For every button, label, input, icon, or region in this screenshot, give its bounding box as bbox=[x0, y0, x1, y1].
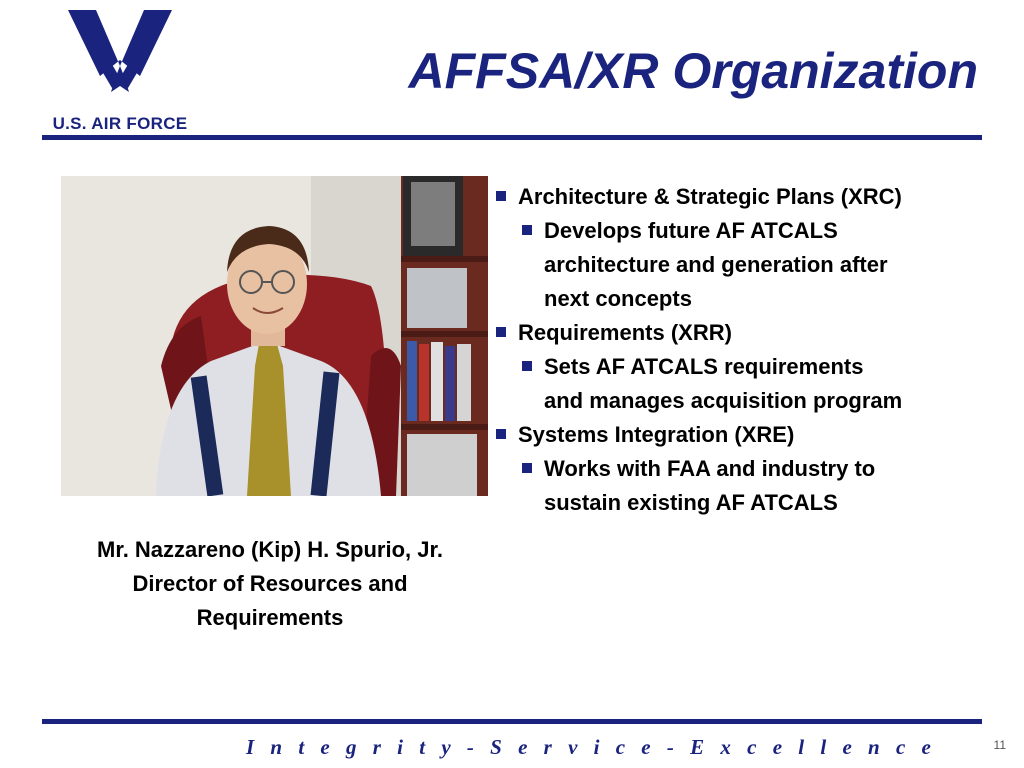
bullet-text: Systems Integration (XRE) bbox=[518, 422, 795, 447]
sub-bullet-line: Develops future AF ATCALS bbox=[544, 218, 838, 243]
bullet-list bbox=[492, 180, 1022, 520]
sub-bullet-line: Sets AF ATCALS requirements bbox=[544, 354, 864, 379]
square-bullet-icon bbox=[496, 327, 506, 337]
air-force-logo bbox=[40, 8, 200, 136]
bullet-text: Architecture & Strategic Plans (XRC) bbox=[518, 184, 902, 209]
square-bullet-icon bbox=[522, 225, 532, 235]
air-force-wings-icon bbox=[66, 8, 174, 106]
portrait-photo bbox=[61, 176, 488, 496]
page-number: 11 bbox=[993, 738, 1006, 752]
sub-bullet-item bbox=[492, 452, 1022, 520]
sub-bullet-line: next concepts bbox=[544, 286, 692, 311]
bullet-item-xrr bbox=[492, 316, 1022, 350]
sub-bullet-line: architecture and generation after bbox=[544, 252, 888, 277]
bullet-text: Requirements (XRR) bbox=[518, 320, 732, 345]
caption-title-line-1: Director of Resources and bbox=[132, 571, 408, 596]
logo-text: U.S. AIR FORCE bbox=[52, 114, 188, 133]
square-bullet-icon bbox=[522, 463, 532, 473]
square-bullet-icon bbox=[522, 361, 532, 371]
caption-title-line-2: Requirements bbox=[196, 605, 344, 630]
sub-bullet-item bbox=[492, 214, 1022, 316]
top-divider bbox=[42, 135, 982, 140]
bullet-item-xrc bbox=[492, 180, 1022, 214]
sub-bullet-line: and manages acquisition program bbox=[544, 388, 903, 413]
bullet-item-xre bbox=[492, 418, 1022, 452]
square-bullet-icon bbox=[496, 191, 506, 201]
square-bullet-icon bbox=[496, 429, 506, 439]
footer-motto: I n t e g r i t y - S e r v i c e - E x c e l l e n c e bbox=[246, 735, 937, 759]
photo-caption bbox=[20, 533, 520, 635]
page-title: AFFSA/XR Organization bbox=[408, 43, 978, 99]
sub-bullet-item bbox=[492, 350, 1022, 418]
caption-name: Mr. Nazzareno (Kip) H. Spurio, Jr. bbox=[97, 537, 443, 562]
sub-bullet-line: sustain existing AF ATCALS bbox=[544, 490, 838, 515]
sub-bullet-line: Works with FAA and industry to bbox=[544, 456, 876, 481]
bottom-divider bbox=[42, 719, 982, 724]
